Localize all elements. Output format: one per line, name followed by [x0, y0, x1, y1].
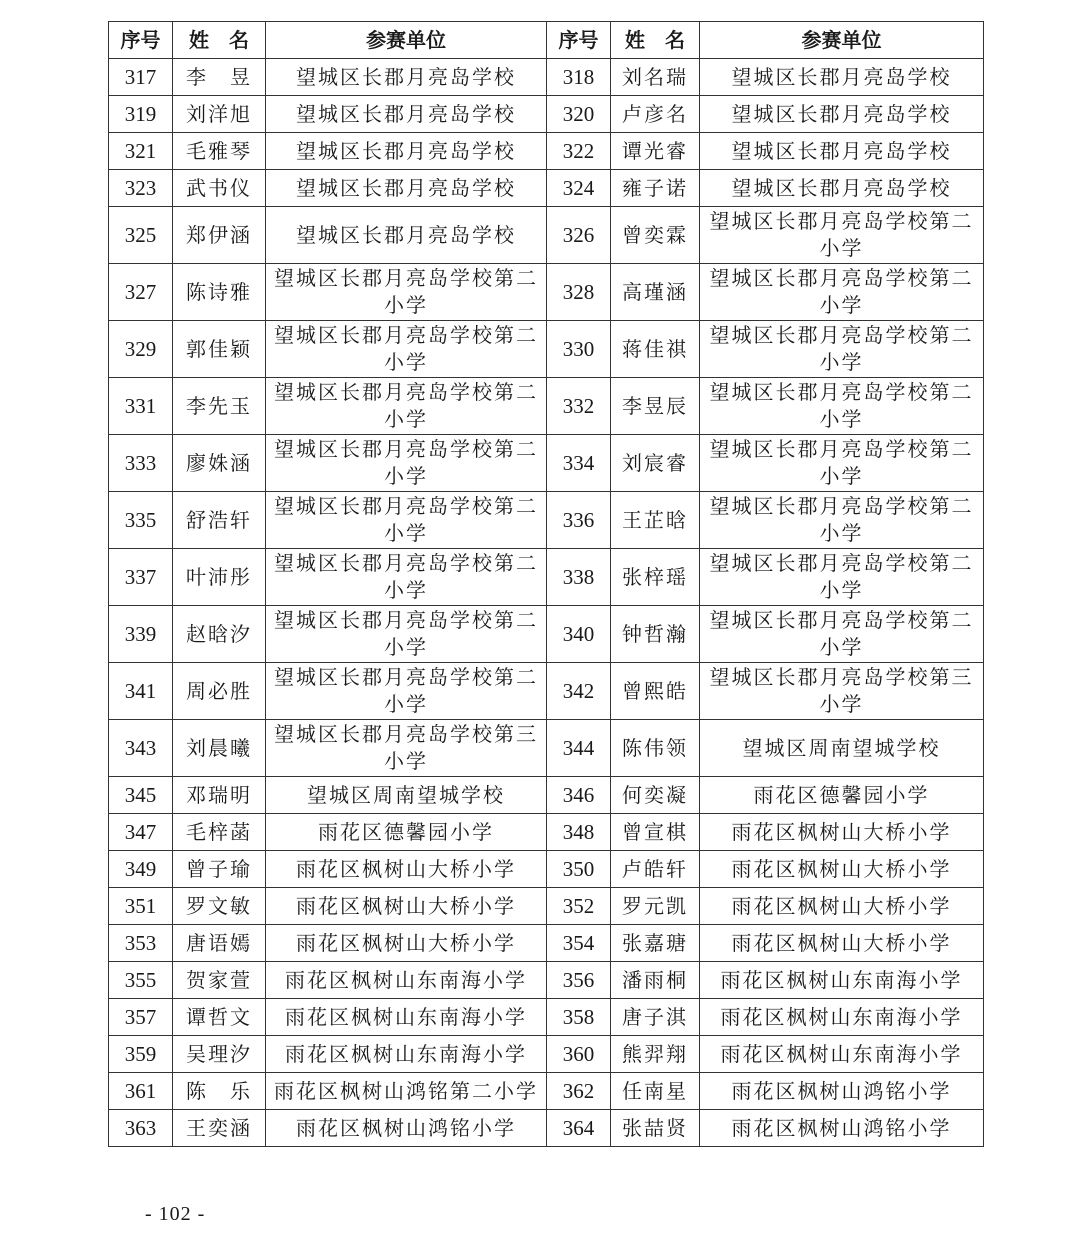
entry-unit-right: 雨花区枫树山大桥小学: [700, 888, 984, 925]
entry-number-left: 355: [109, 962, 173, 999]
entry-name-left: 叶沛彤: [173, 549, 266, 606]
entry-name-left: 贺家萱: [173, 962, 266, 999]
entry-name-left: 唐语嫣: [173, 925, 266, 962]
entry-name-right: 刘名瑞: [611, 59, 700, 96]
table-row: [109, 133, 984, 170]
entry-name-right: 张喆贤: [611, 1110, 700, 1147]
entry-unit-left: 望城区长郡月亮岛学校第二小学: [266, 549, 547, 606]
entry-number-left: 333: [109, 435, 173, 492]
entry-number-left: 351: [109, 888, 173, 925]
roster-table: [108, 21, 984, 1147]
entry-unit-left: 雨花区枫树山大桥小学: [266, 888, 547, 925]
entry-name-left: 武书仪: [173, 170, 266, 207]
entry-unit-left: 望城区长郡月亮岛学校第三小学: [266, 720, 547, 777]
entry-name-left: 赵晗汐: [173, 606, 266, 663]
entry-name-left: 谭哲文: [173, 999, 266, 1036]
entry-name-right: 李昱辰: [611, 378, 700, 435]
entry-name-right: 高瑾涵: [611, 264, 700, 321]
entry-number-right: 326: [547, 207, 611, 264]
entry-unit-left: 望城区长郡月亮岛学校: [266, 207, 547, 264]
entry-unit-left: 雨花区枫树山大桥小学: [266, 925, 547, 962]
entry-unit-left: 望城区长郡月亮岛学校: [266, 133, 547, 170]
table-row: [109, 720, 984, 777]
entry-unit-left: 望城区周南望城学校: [266, 777, 547, 814]
header-name-left: 姓 名: [173, 22, 266, 59]
entry-number-right: 328: [547, 264, 611, 321]
entry-number-left: 335: [109, 492, 173, 549]
entry-name-left: 陈诗雅: [173, 264, 266, 321]
entry-name-left: 郑伊涵: [173, 207, 266, 264]
entry-unit-right: 望城区长郡月亮岛学校第三小学: [700, 663, 984, 720]
table-row: [109, 606, 984, 663]
entry-unit-right: 望城区长郡月亮岛学校: [700, 96, 984, 133]
table-row: [109, 207, 984, 264]
entry-unit-left: 望城区长郡月亮岛学校: [266, 59, 547, 96]
entry-number-right: 362: [547, 1073, 611, 1110]
entry-name-right: 王芷晗: [611, 492, 700, 549]
entry-unit-right: 望城区长郡月亮岛学校第二小学: [700, 435, 984, 492]
entry-number-right: 332: [547, 378, 611, 435]
entry-number-right: 344: [547, 720, 611, 777]
entry-name-right: 张梓瑶: [611, 549, 700, 606]
entry-unit-left: 雨花区枫树山东南海小学: [266, 999, 547, 1036]
entry-unit-right: 望城区长郡月亮岛学校第二小学: [700, 207, 984, 264]
entry-name-left: 王奕涵: [173, 1110, 266, 1147]
entry-unit-left: 望城区长郡月亮岛学校第二小学: [266, 321, 547, 378]
entry-name-right: 陈伟领: [611, 720, 700, 777]
entry-number-left: 329: [109, 321, 173, 378]
entry-number-right: 334: [547, 435, 611, 492]
entry-number-left: 321: [109, 133, 173, 170]
entry-number-left: 337: [109, 549, 173, 606]
entry-name-left: 毛雅琴: [173, 133, 266, 170]
entry-number-right: 342: [547, 663, 611, 720]
table-row: [109, 962, 984, 999]
entry-name-right: 钟哲瀚: [611, 606, 700, 663]
table-row: [109, 492, 984, 549]
entry-unit-right: 望城区长郡月亮岛学校: [700, 133, 984, 170]
table-row: [109, 777, 984, 814]
entry-name-left: 李 昱: [173, 59, 266, 96]
entry-unit-right: 望城区长郡月亮岛学校: [700, 170, 984, 207]
header-unit-right: 参赛单位: [700, 22, 984, 59]
entry-number-right: 330: [547, 321, 611, 378]
header-row: [109, 22, 984, 59]
entry-number-left: 325: [109, 207, 173, 264]
entry-name-left: 邓瑞明: [173, 777, 266, 814]
entry-unit-right: 望城区长郡月亮岛学校第二小学: [700, 606, 984, 663]
entry-number-left: 359: [109, 1036, 173, 1073]
entry-name-left: 陈 乐: [173, 1073, 266, 1110]
entry-number-right: 350: [547, 851, 611, 888]
entry-name-right: 张嘉瑭: [611, 925, 700, 962]
entry-name-right: 谭光睿: [611, 133, 700, 170]
entry-number-right: 324: [547, 170, 611, 207]
header-number-right: 序号: [547, 22, 611, 59]
entry-unit-right: 望城区长郡月亮岛学校第二小学: [700, 321, 984, 378]
entry-number-right: 336: [547, 492, 611, 549]
entry-unit-right: 雨花区枫树山大桥小学: [700, 851, 984, 888]
entry-number-left: 345: [109, 777, 173, 814]
entry-unit-right: 望城区长郡月亮岛学校第二小学: [700, 378, 984, 435]
entry-unit-left: 雨花区枫树山鸿铭第二小学: [266, 1073, 547, 1110]
table-row: [109, 435, 984, 492]
entry-unit-left: 望城区长郡月亮岛学校: [266, 170, 547, 207]
entry-number-left: 361: [109, 1073, 173, 1110]
table-row: [109, 59, 984, 96]
entry-number-right: 340: [547, 606, 611, 663]
entry-number-left: 347: [109, 814, 173, 851]
entry-name-left: 郭佳颖: [173, 321, 266, 378]
entry-name-right: 曾宣棋: [611, 814, 700, 851]
entry-number-left: 317: [109, 59, 173, 96]
entry-number-left: 341: [109, 663, 173, 720]
roster-body: [109, 59, 984, 1147]
entry-unit-left: 雨花区德馨园小学: [266, 814, 547, 851]
entry-number-right: 346: [547, 777, 611, 814]
entry-number-left: 343: [109, 720, 173, 777]
table-row: [109, 851, 984, 888]
entry-name-left: 曾子瑜: [173, 851, 266, 888]
entry-name-right: 卢彦名: [611, 96, 700, 133]
entry-name-right: 唐子淇: [611, 999, 700, 1036]
table-row: [109, 96, 984, 133]
entry-number-right: 354: [547, 925, 611, 962]
entry-number-left: 319: [109, 96, 173, 133]
entry-name-right: 任南星: [611, 1073, 700, 1110]
entry-unit-left: 望城区长郡月亮岛学校第二小学: [266, 378, 547, 435]
page-number: - 102 -: [145, 1203, 206, 1225]
entry-number-left: 363: [109, 1110, 173, 1147]
entry-unit-right: 雨花区枫树山东南海小学: [700, 999, 984, 1036]
table-row: [109, 999, 984, 1036]
table-row: [109, 814, 984, 851]
entry-number-left: 327: [109, 264, 173, 321]
entry-name-left: 舒浩轩: [173, 492, 266, 549]
entry-unit-right: 雨花区枫树山大桥小学: [700, 814, 984, 851]
table-row: [109, 925, 984, 962]
entry-unit-right: 雨花区枫树山鸿铭小学: [700, 1073, 984, 1110]
entry-unit-left: 望城区长郡月亮岛学校第二小学: [266, 606, 547, 663]
entry-name-right: 卢皓轩: [611, 851, 700, 888]
entry-name-left: 罗文敏: [173, 888, 266, 925]
entry-unit-left: 望城区长郡月亮岛学校: [266, 96, 547, 133]
entry-name-right: 雍子诺: [611, 170, 700, 207]
entry-number-left: 331: [109, 378, 173, 435]
table-row: [109, 549, 984, 606]
entry-number-left: 323: [109, 170, 173, 207]
entry-number-right: 320: [547, 96, 611, 133]
entry-unit-left: 望城区长郡月亮岛学校第二小学: [266, 663, 547, 720]
table-row: [109, 1036, 984, 1073]
table-row: [109, 1110, 984, 1147]
entry-unit-left: 雨花区枫树山大桥小学: [266, 851, 547, 888]
entry-name-right: 潘雨桐: [611, 962, 700, 999]
entry-unit-left: 望城区长郡月亮岛学校第二小学: [266, 492, 547, 549]
entry-unit-left: 雨花区枫树山东南海小学: [266, 962, 547, 999]
entry-number-right: 360: [547, 1036, 611, 1073]
entry-name-left: 刘洋旭: [173, 96, 266, 133]
entry-name-left: 周必胜: [173, 663, 266, 720]
entry-number-left: 353: [109, 925, 173, 962]
entry-name-left: 刘晨曦: [173, 720, 266, 777]
entry-number-right: 364: [547, 1110, 611, 1147]
entry-number-right: 348: [547, 814, 611, 851]
entry-name-left: 吴理汐: [173, 1036, 266, 1073]
entry-number-left: 357: [109, 999, 173, 1036]
entry-name-right: 罗元凯: [611, 888, 700, 925]
header-unit-left: 参赛单位: [266, 22, 547, 59]
entry-number-right: 356: [547, 962, 611, 999]
table-row: [109, 1073, 984, 1110]
table-row: [109, 378, 984, 435]
entry-unit-left: 雨花区枫树山鸿铭小学: [266, 1110, 547, 1147]
entry-name-right: 蒋佳祺: [611, 321, 700, 378]
entry-unit-right: 雨花区枫树山东南海小学: [700, 1036, 984, 1073]
entry-unit-left: 雨花区枫树山东南海小学: [266, 1036, 547, 1073]
entry-unit-right: 望城区长郡月亮岛学校第二小学: [700, 264, 984, 321]
entry-unit-right: 望城区长郡月亮岛学校第二小学: [700, 492, 984, 549]
entry-number-right: 322: [547, 133, 611, 170]
entry-name-left: 李先玉: [173, 378, 266, 435]
entry-name-right: 曾奕霖: [611, 207, 700, 264]
entry-name-right: 熊羿翔: [611, 1036, 700, 1073]
entry-name-left: 毛梓菡: [173, 814, 266, 851]
table-row: [109, 264, 984, 321]
entry-name-right: 刘宸睿: [611, 435, 700, 492]
entry-name-right: 何奕凝: [611, 777, 700, 814]
entry-unit-right: 雨花区枫树山东南海小学: [700, 962, 984, 999]
table-row: [109, 170, 984, 207]
header-number-left: 序号: [109, 22, 173, 59]
entry-unit-right: 望城区周南望城学校: [700, 720, 984, 777]
entry-number-right: 352: [547, 888, 611, 925]
entry-number-right: 338: [547, 549, 611, 606]
entry-name-right: 曾熙皓: [611, 663, 700, 720]
entry-unit-left: 望城区长郡月亮岛学校第二小学: [266, 435, 547, 492]
entry-number-right: 358: [547, 999, 611, 1036]
entry-unit-right: 雨花区枫树山鸿铭小学: [700, 1110, 984, 1147]
entry-number-left: 349: [109, 851, 173, 888]
entry-name-left: 廖姝涵: [173, 435, 266, 492]
table-row: [109, 663, 984, 720]
table-row: [109, 888, 984, 925]
header-name-right: 姓 名: [611, 22, 700, 59]
table-row: [109, 321, 984, 378]
entry-unit-right: 雨花区枫树山大桥小学: [700, 925, 984, 962]
entry-unit-left: 望城区长郡月亮岛学校第二小学: [266, 264, 547, 321]
entry-unit-right: 望城区长郡月亮岛学校: [700, 59, 984, 96]
entry-number-right: 318: [547, 59, 611, 96]
entry-unit-right: 雨花区德馨园小学: [700, 777, 984, 814]
entry-unit-right: 望城区长郡月亮岛学校第二小学: [700, 549, 984, 606]
entry-number-left: 339: [109, 606, 173, 663]
